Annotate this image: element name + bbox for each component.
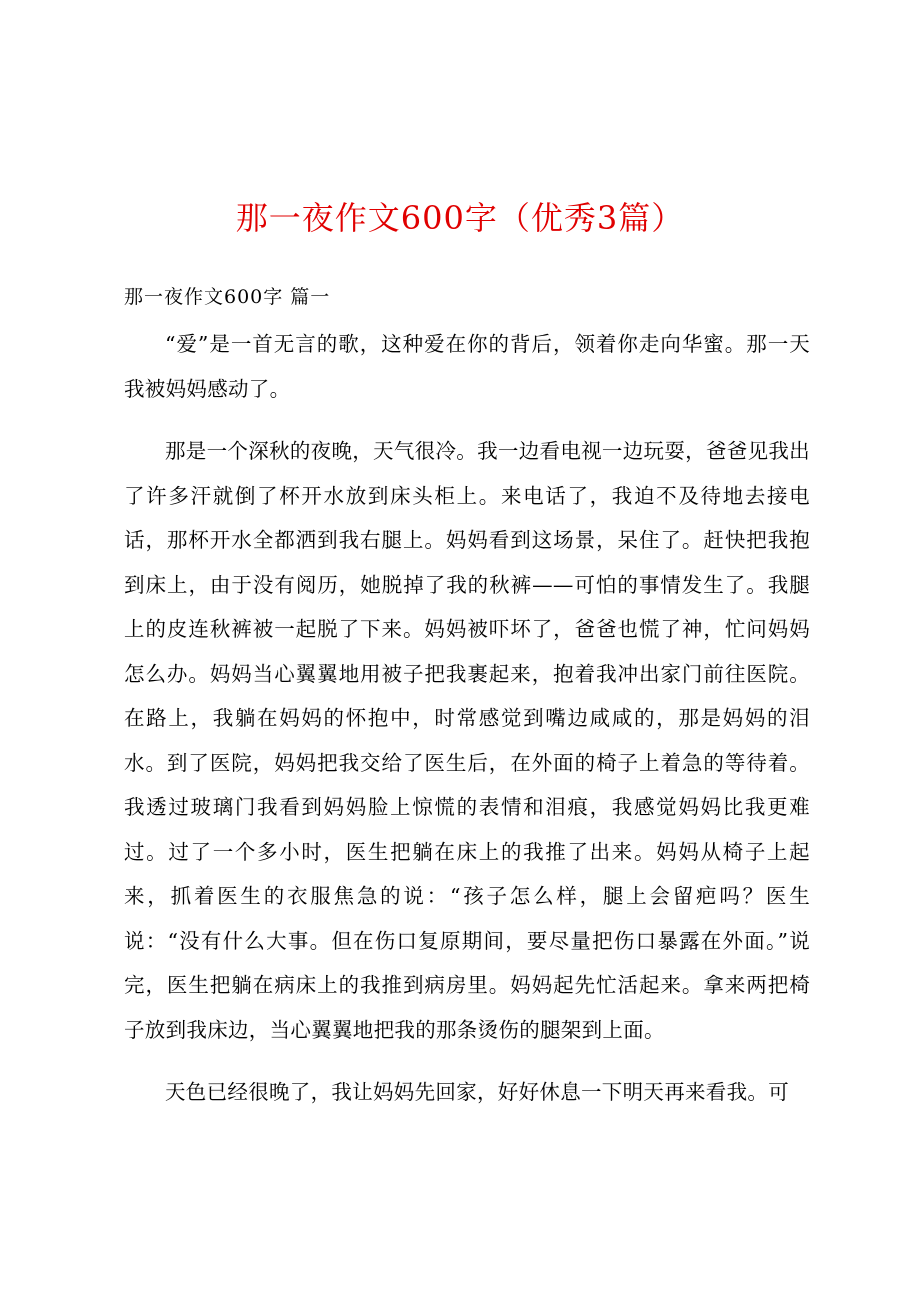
paragraph-3: 天色已经很晚了，我让妈妈先回家，好好休息一下明天再来看我。可 [165, 1080, 789, 1104]
document-title: 那一夜作文600字（优秀3篇） [235, 199, 685, 237]
paragraph-2: 那是一个深秋的夜晚，天气很冷。我一边看电视一边玩耍，爸爸见我出了许多汗就倒了杯开水放到床头柜上。来电话了，我迫不及待地去接电话，那杯开水全都洒到我右腿上。妈妈看到这场景，呆住了。赶快把我抱到床上，由于没有阅历，她脱掉了我的秋裤——可怕的事情发生了。我腿上的皮连秋裤被一起脱了下来。妈妈被吓坏了，爸爸也慌了神，忙问妈妈怎么办。妈妈当心翼翼地用被子把我裹起来，抱着我冲出家门前往医院。在路上，我躺在妈妈的怀抱中，时常感觉到嘴边咸咸的，那是妈妈的泪水。到了医院，妈妈把我交给了医生后，在外面的椅子上着急的等待着。我透过玻璃门我看到妈妈脸上惊慌的表情和泪痕，我感觉妈妈比我更难过。过了一个多小时，医生把躺在床上的我推了出来。妈妈从椅子上起来，抓着医生的衣服焦急的说：“孩子怎么样，腿上会留疤吗？医生说：“没有什么大事。但在伤口复原期间，要尽量把伤口暴露在外面。”说完，医生把躺在病床上的我推到病房里。妈妈起先忙活起来。拿来两把椅子放到我床边，当心翼翼地把我的那条烫伤的腿架到上面。 [124, 439, 810, 1042]
paragraph-1: “爱”是一首无言的歌，这种爱在你的背后，领着你走向华蜜。那一天我被妈妈感动了。 [124, 332, 810, 401]
article-body [124, 322, 810, 1133]
section-heading: 那一夜作文600字 篇一 [124, 286, 331, 308]
